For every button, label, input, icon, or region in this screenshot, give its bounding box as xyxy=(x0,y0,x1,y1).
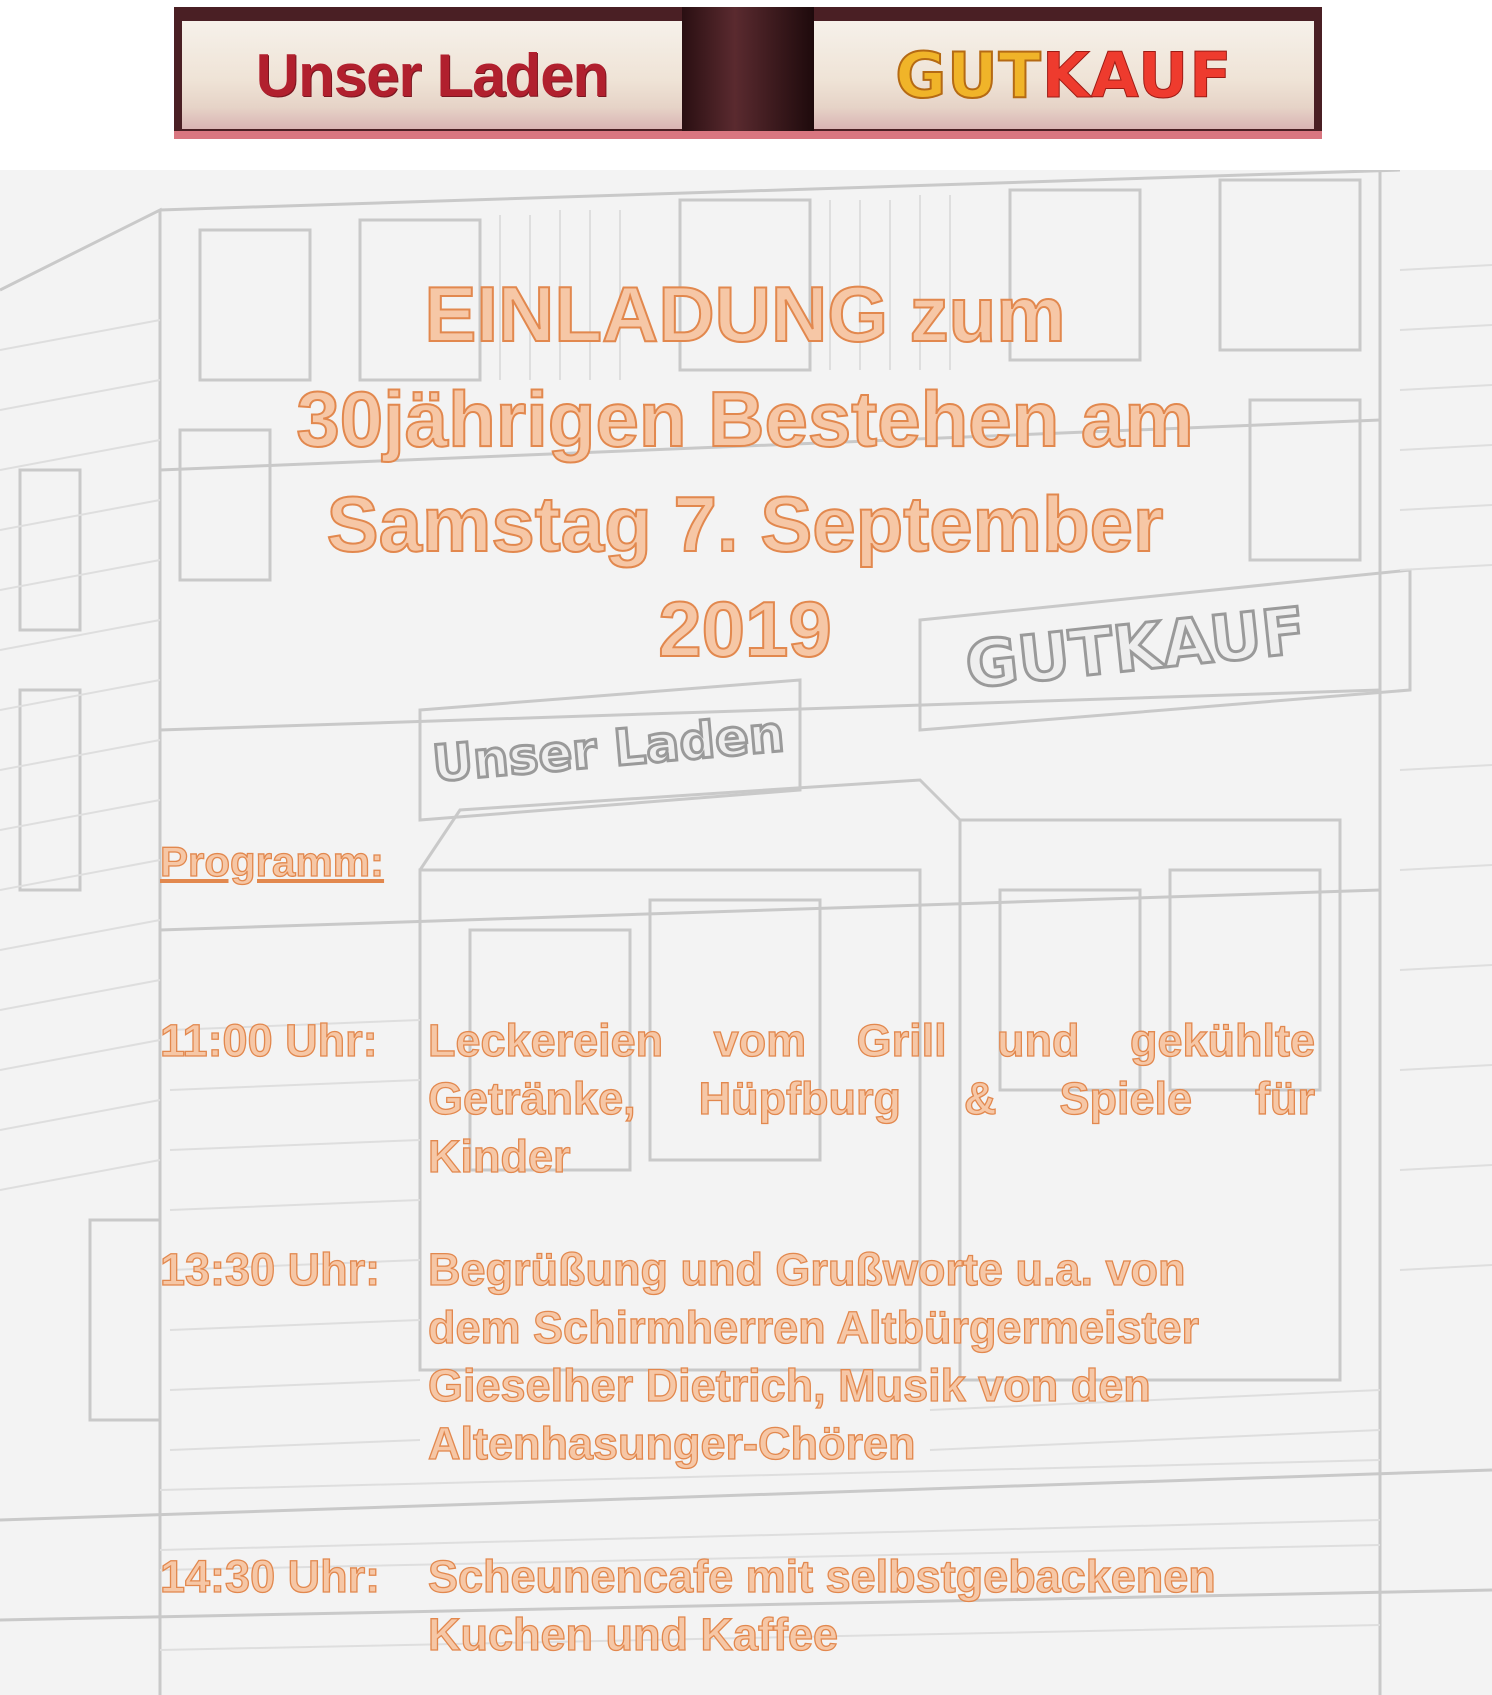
program-item-time: 14:30 Uhr: xyxy=(160,1551,381,1602)
unser-laden-logo-text: Unser Laden xyxy=(255,41,609,109)
title-line-1: EINLADUNG zum xyxy=(424,270,1066,358)
program-item-1 xyxy=(160,1012,1315,1192)
program-item-line: Begrüßung und Grußworte u.a. von xyxy=(428,1244,1186,1295)
program-item-line: Kinder xyxy=(428,1131,571,1182)
invitation-title xyxy=(180,262,1310,682)
program-item-line: Leckereien vom Grill und gekühlte xyxy=(428,1015,1315,1066)
program-item-2 xyxy=(160,1241,1315,1481)
title-line-3: Samstag 7. September xyxy=(326,480,1164,568)
title-line-2: 30jährigen Bestehen am xyxy=(296,375,1194,463)
program-item-line: Gieselher Dietrich, Musik von den xyxy=(428,1360,1151,1411)
banner-bottom-stripe xyxy=(174,131,1322,139)
gutkauf-logo xyxy=(814,21,1314,129)
program-item-line: Scheunencafe mit selbstgebackenen xyxy=(428,1551,1216,1602)
program-heading: Programm: xyxy=(160,838,385,885)
title-line-4: 2019 xyxy=(658,585,832,673)
gutkauf-logo-text xyxy=(895,39,1232,112)
sketch-sign-gutkauf: GUTKAUF xyxy=(962,594,1309,704)
program-item-description xyxy=(428,1548,1315,1664)
unser-laden-logo xyxy=(182,21,682,129)
program-item-line: Altenhasunger-Chören xyxy=(428,1418,916,1469)
program-item-line: Getränke, Hüpfburg & Spiele für xyxy=(428,1073,1315,1124)
banner-divider xyxy=(682,7,814,139)
gutkauf-logo-part2: KAUF xyxy=(1041,38,1233,112)
sketch-sign-unser-laden: Unser Laden xyxy=(430,704,787,794)
header-banner xyxy=(174,7,1322,139)
program-item-description xyxy=(428,1241,1315,1473)
program-item-3 xyxy=(160,1548,1315,1668)
program-item-line: Kuchen und Kaffee xyxy=(428,1609,839,1660)
program-item-time: 11:00 Uhr: xyxy=(160,1015,378,1066)
gutkauf-logo-part1: GUT xyxy=(895,38,1042,112)
program-item-description xyxy=(428,1012,1315,1186)
program-item-line: dem Schirmherren Altbürgermeister xyxy=(428,1302,1200,1353)
program-item-time: 13:30 Uhr: xyxy=(160,1244,381,1295)
